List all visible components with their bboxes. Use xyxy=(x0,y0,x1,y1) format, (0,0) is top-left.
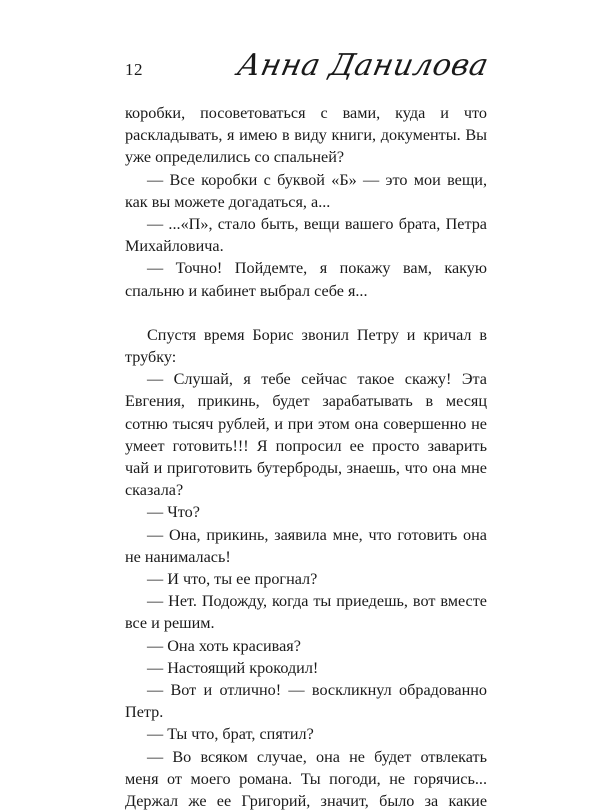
paragraph: — Настоящий крокодил! xyxy=(147,658,319,677)
paragraph: — Точно! Пойдемте, я покажу вам, какую спальню и кабинет выбрал себе я... xyxy=(125,259,487,300)
paragraph: — Вот и отлично! — воскликнул обрадованно Петр. xyxy=(125,681,487,722)
page-number: 12 xyxy=(125,60,143,79)
paragraph: — Нет. Подожду, когда ты приедешь, вот вместе все и решим. xyxy=(125,592,487,633)
paragraph: — Во всяком случае, она не будет отвлекать меня от моего романа. Ты погоди, не горячись... Держал же ее Григорий, значит, было за какие xyxy=(125,747,487,811)
paragraph: — Она хоть красивая? xyxy=(147,636,301,655)
paragraph: — Слушай, я тебе сейчас такое скажу! Эта Евгения, прикинь, будет зарабатывать в месяц сотню тысяч рублей, и при этом она совершенно не умеет готовить!!! Я попросил ее просто заварить чай и приготовить бутерброды, знаешь, что она мне сказала? xyxy=(125,370,487,500)
paragraph: — И что, ты ее прогнал? xyxy=(147,570,318,589)
paragraph: — ...«П», стало быть, вещи вашего брата, Петра Михайловича. xyxy=(125,215,487,256)
paragraph: — Что? xyxy=(147,503,200,522)
paragraph: Спустя время Борис звонил Петру и кричал в трубку: xyxy=(125,325,487,367)
paragraph: — Ты что, брат, спятил? xyxy=(147,725,314,744)
running-header-author: Анна Данилова xyxy=(234,48,492,83)
paragraph: коробки, посоветоваться с вами, куда и что раскладывать, я имею в виду книги, документы. Вы уже определились со спальней? xyxy=(125,104,487,167)
paragraph: — Она, прикинь, заявила мне, что готовить она не нанималась! xyxy=(125,525,487,566)
body-text xyxy=(125,102,487,812)
paragraph: — Все коробки с буквой «Б» — это мои вещи, как вы можете догадаться, а... xyxy=(125,170,487,211)
